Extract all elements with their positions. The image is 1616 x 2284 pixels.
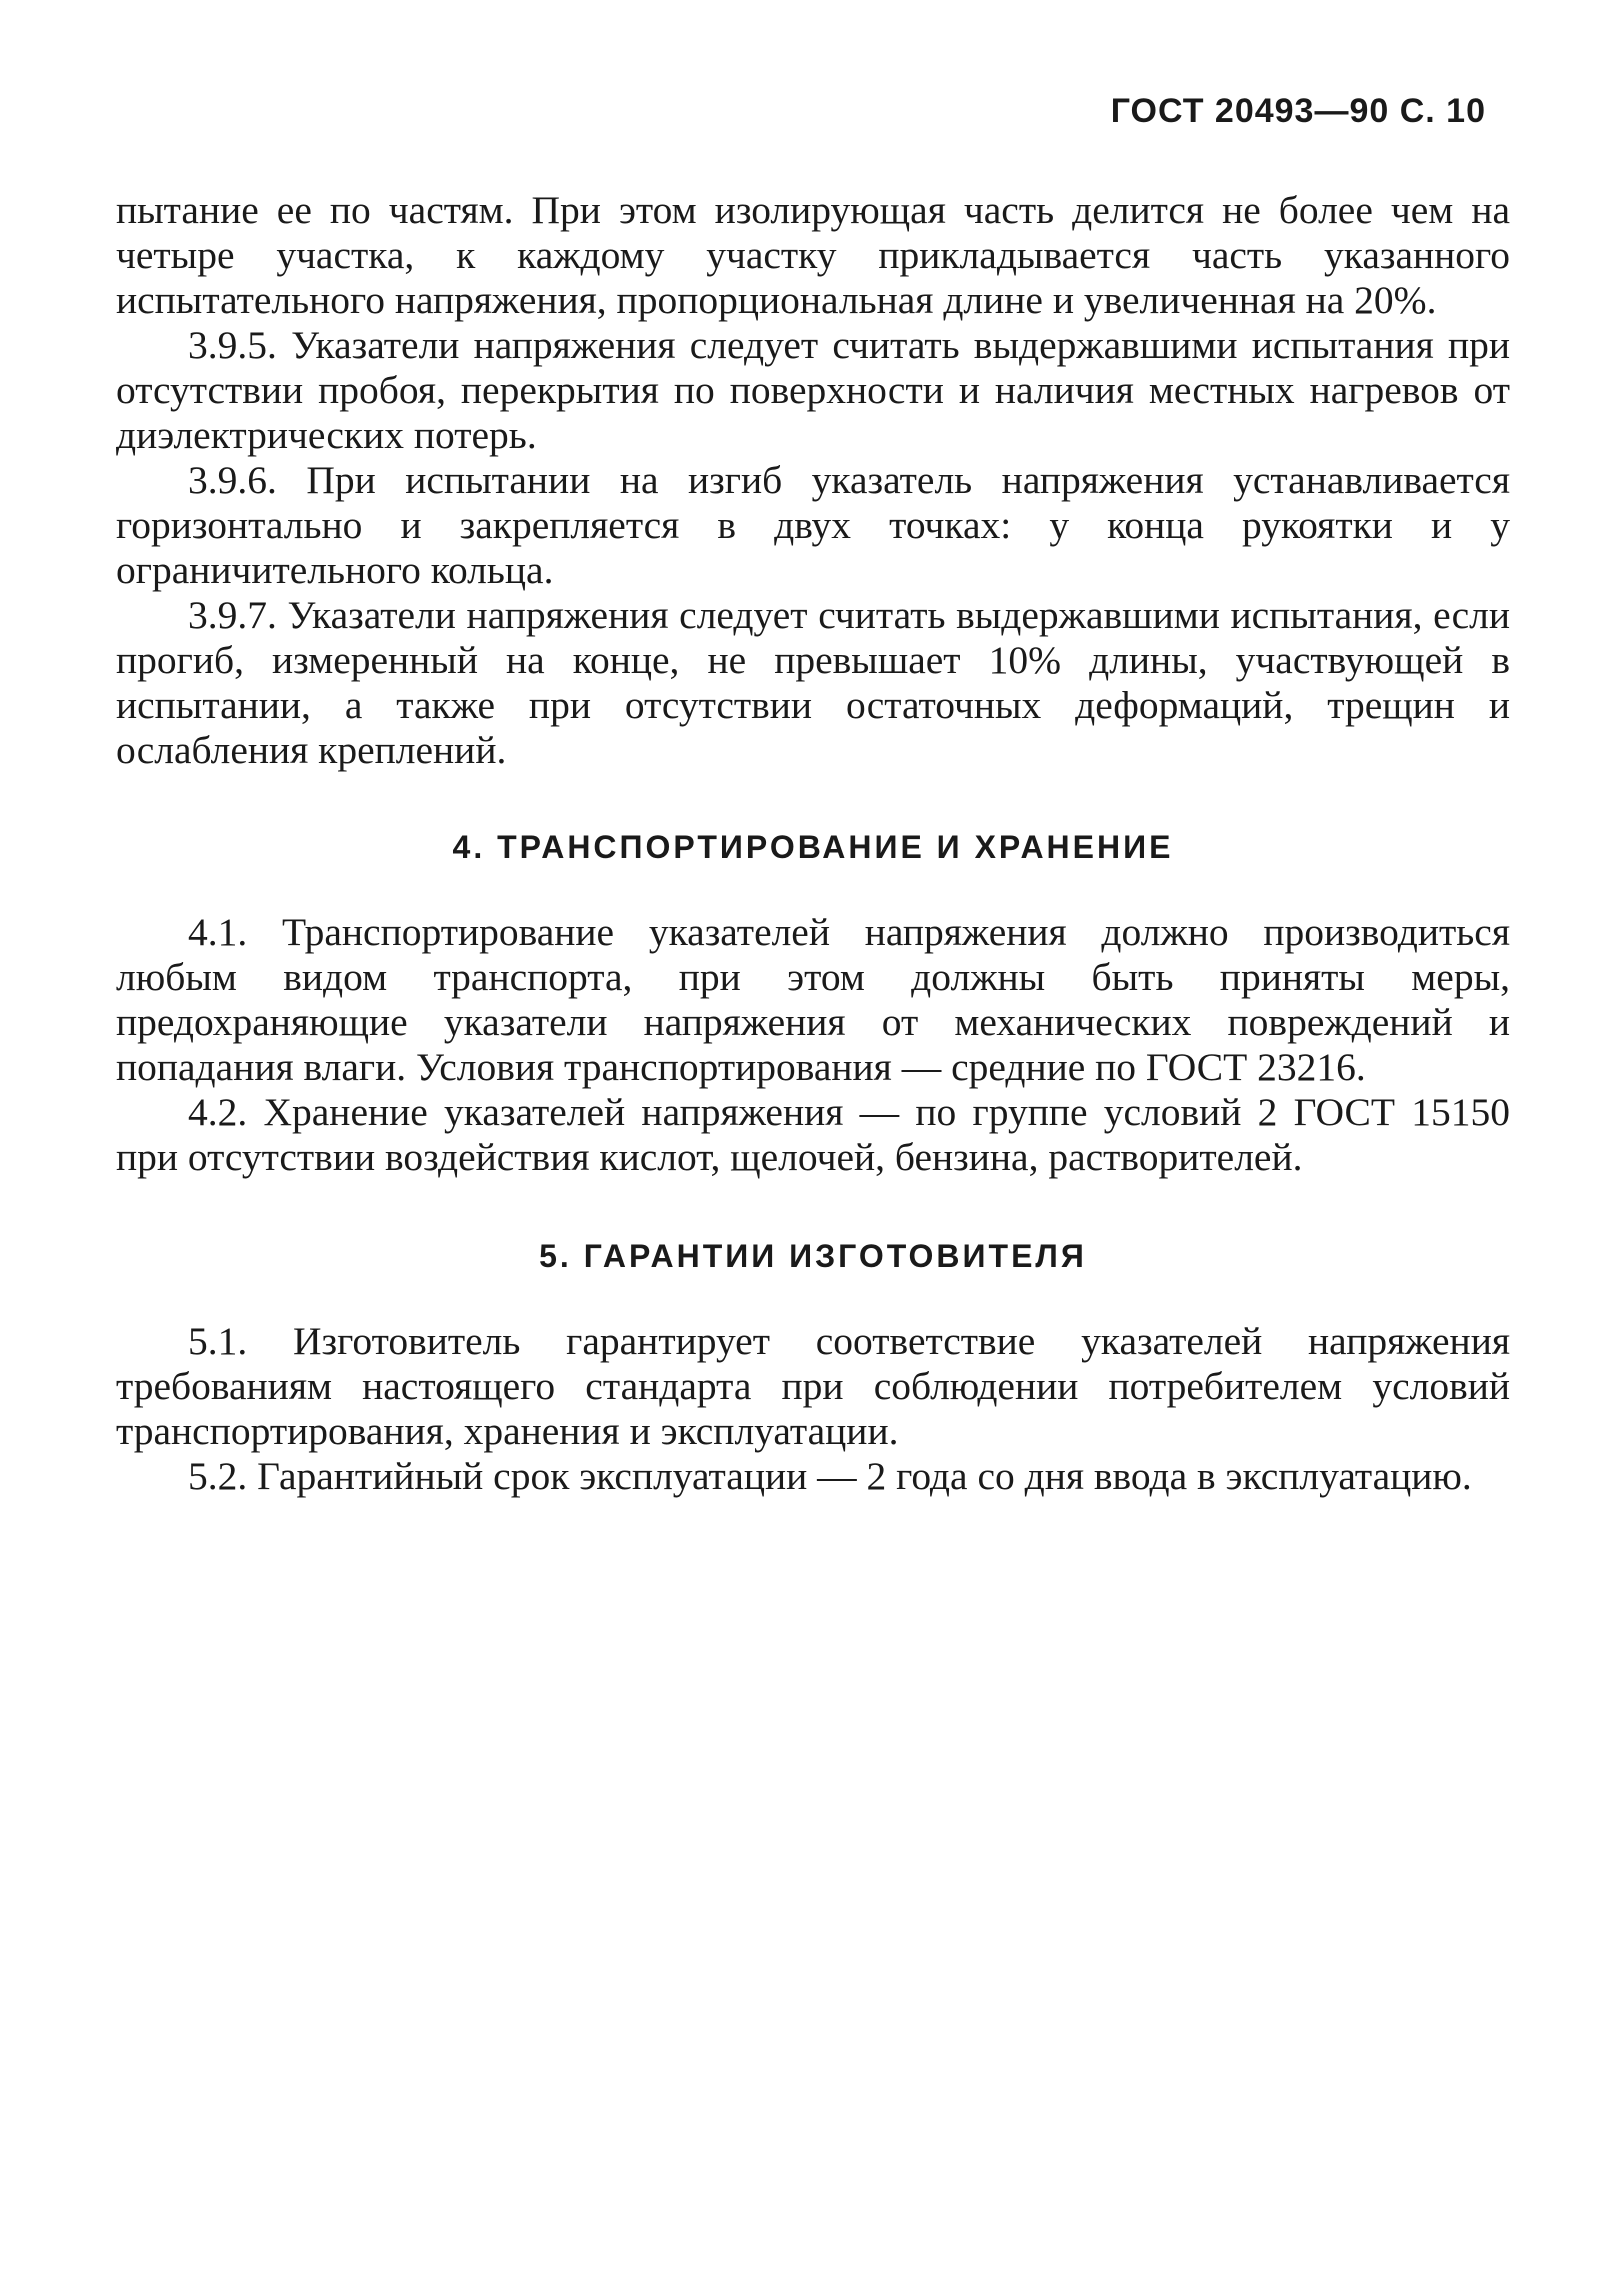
section-5-title: 5. ГАРАНТИИ ИЗГОТОВИТЕЛЯ	[539, 1238, 1087, 1274]
paragraph-3-9-5: 3.9.5. Указатели напряжения следует считать выдержавшими испытания при отсутствии пробоя, перекрытия по поверхности и наличия местных нагревов от диэлектрических потерь.	[116, 323, 1510, 457]
paragraph-3-9-7: 3.9.7. Указатели напряжения следует считать выдержавшими испытания, если прогиб, измеренный на конце, не превышает 10% длины, участвующей в испытании, а также при отсутствии остаточных деформаций, трещин и ослабления креплений.	[116, 593, 1510, 772]
paragraph-5-1: 5.1. Изготовитель гарантирует соответствие указателей напряжения требованиям настоящего стандарта при соблюдении потребителем условий транспортирования, хранения и эксплуатации.	[116, 1319, 1510, 1453]
section-4-title: 4. ТРАНСПОРТИРОВАНИЕ И ХРАНЕНИЕ	[452, 829, 1174, 865]
paragraph-3-9-6: 3.9.6. При испытании на изгиб указатель напряжения устанавливается горизонтально и закрепляется в двух точках: у конца рукоятки и у ограничительного кольца.	[116, 458, 1510, 592]
page-header: ГОСТ 20493—90 С. 10	[1110, 92, 1486, 130]
paragraph-4-2: 4.2. Хранение указателей напряжения — по группе условий 2 ГОСТ 15150 при отсутствии воздействия кислот, щелочей, бензина, растворителей.	[116, 1090, 1510, 1179]
paragraph-5-2: 5.2. Гарантийный срок эксплуатации — 2 года со дня ввода в эксплуатацию.	[188, 1454, 1472, 1498]
document-body	[116, 188, 1510, 1499]
paragraph-continuation: пытание ее по частям. При этом изолирующая часть делится не более чем на четыре участка, к каждому участку прикладывается часть указанного испытательного напряжения, пропорциональная длине и увеличенная на 20%.	[116, 188, 1510, 322]
paragraph-4-1: 4.1. Транспортирование указателей напряжения должно производиться любым видом транспорта, при этом должны быть приняты меры, предохраняющие указатели напряжения от механических повреждений и попадания влаги. Условия транспортирования — средние по ГОСТ 23216.	[116, 910, 1510, 1089]
